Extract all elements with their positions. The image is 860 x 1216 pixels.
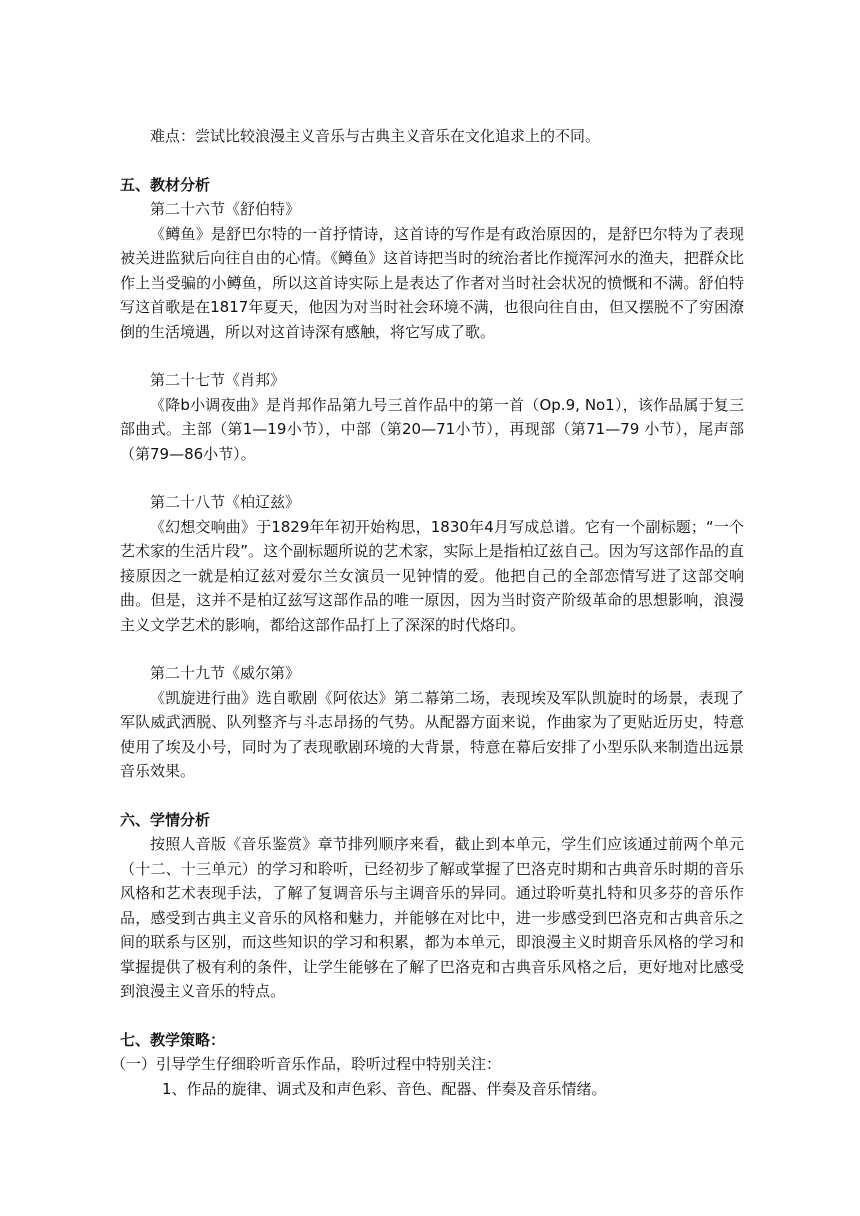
section-26-title: 第二十六节《舒伯特》 <box>150 200 301 218</box>
section-28-title: 第二十八节《柏辽兹》 <box>150 493 301 511</box>
section-27-title: 第二十七节《肖邦》 <box>150 371 286 389</box>
section-5-title: 五、教材分析 <box>120 175 211 194</box>
strategy-item-1: （一）引导学生仔细聆听音乐作品，聆听过程中特别关注： <box>111 1055 502 1073</box>
section-6-body: 按照人音版《音乐鉴赏》章节排列顺序来看，截止到本单元，学生们应该通过前两个单元（十二、十三单元）的学习和聆听，已经初步了解或掌握了巴洛克时期和古典音乐时期的音乐风格和艺术表现手法，了解了复调音乐与主调音乐的异同。通过聆听莫扎特和贝多芬的音乐作品，感受到古典主义音乐的风格和魅力，并能够在对比中，进一步感受到巴洛克和古典音乐之间的联系与区别，而这些知识的学习和积累，都为本单元，即浪漫主义时期音乐风格的学习和掌握提供了极有利的条件，让学生能够在了解了巴洛克和古典音乐风格之后，更好地对比感受到浪漫主义音乐的特点。 <box>120 835 744 1000</box>
section-7-title: 七、教学策略： <box>120 1030 226 1049</box>
section-6-title: 六、学情分析 <box>120 810 211 829</box>
strategy-item-1-1: 1、作品的旋律、调式及和声色彩、音色、配器、伴奏及音乐情绪。 <box>162 1079 607 1098</box>
document-body <box>111 124 744 1101</box>
section-29-title: 第二十九节《威尔第》 <box>150 664 301 682</box>
difficulty-line: 难点：尝试比较浪漫主义音乐与古典主义音乐在文化追求上的不同。 <box>150 127 601 145</box>
section-28-body: 《幻想交响曲》于1829年年初开始构思，1830年4月写成总谱。它有一个副标题；“一个艺术家的生活片段”。这个副标题所说的艺术家，实际上是指柏辽兹自己。因为写这部作品的直接原因之一就是柏辽兹对爱尔兰女演员一见钟情的爱。他把自己的全部恋情写进了这部交响曲。但是，这并不是柏辽兹写这部作品的唯一原因，因为当时资产阶级革命的思想影响，浪漫主义文学艺术的影响，都给这部作品打上了深深的时代烙印。 <box>120 517 744 634</box>
section-27-body: 《降b小调夜曲》是肖邦作品第九号三首作品中的第一首（Op.9, No1），该作品属于复三部曲式。主部（第1—19小节），中部（第20—71小节），再现部（第71—79 小节），尾声部（第79—86小节）。 <box>120 395 744 463</box>
section-29-body: 《凯旋进行曲》选自歌剧《阿依达》第二幕第二场，表现埃及军队凯旋时的场景，表现了军队威武洒脱、队列整齐与斗志昂扬的气势。从配器方面来说，作曲家为了更贴近历史，特意使用了埃及小号，同时为了表现歌剧环境的大背景，特意在幕后安排了小型乐队来制造出远景音乐效果。 <box>120 688 744 780</box>
section-26-body: 《鳟鱼》是舒巴尔特的一首抒情诗，这首诗的写作是有政治原因的，是舒巴尔特为了表现被关进监狱后向往自由的心情。《鳟鱼》这首诗把当时的统治者比作搅浑河水的渔夫，把群众比作上当受骗的小鳟鱼，所以这首诗实际上是表达了作者对当时社会状况的愤慨和不满。舒伯特写这首歌是在1817年夏天，他因为对当时社会环境不满，也很向往自由，但又摆脱不了穷困潦倒的生活境遇，所以对这首诗深有感触，将它写成了歌。 <box>120 224 744 341</box>
